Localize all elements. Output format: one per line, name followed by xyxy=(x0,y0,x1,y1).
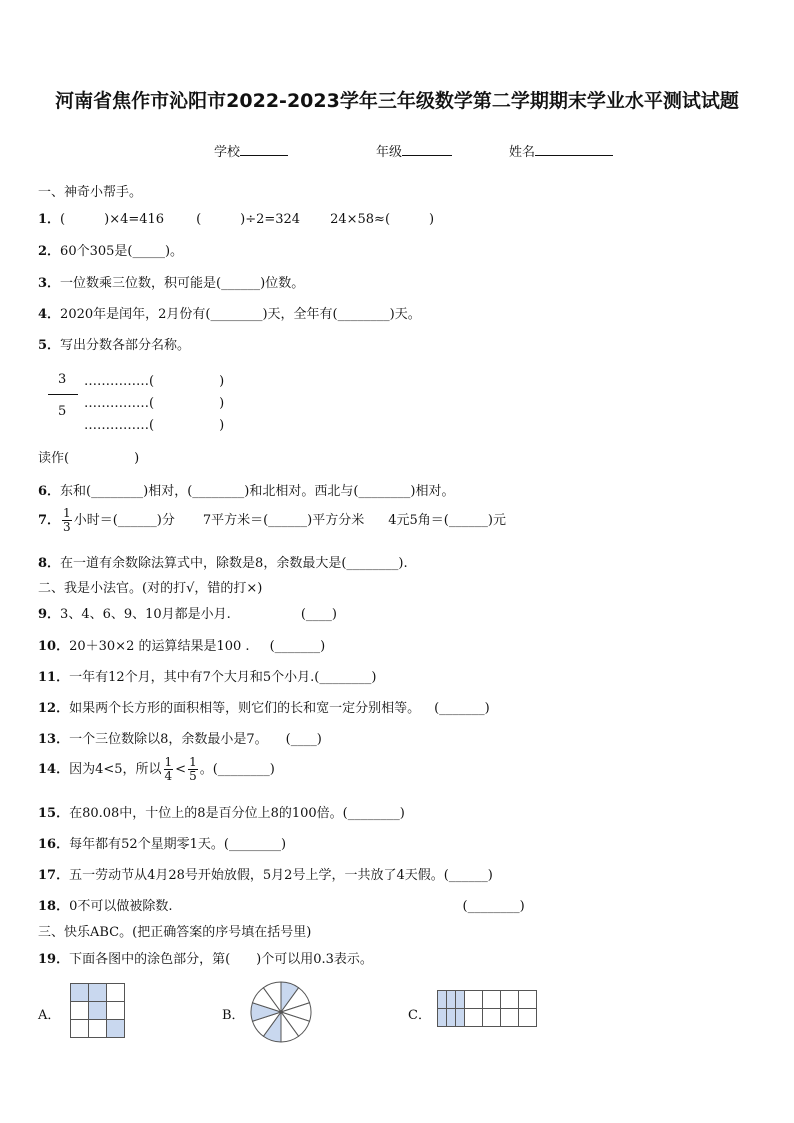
q5-blank-denominator[interactable]: ……………( ) xyxy=(84,418,225,433)
fraction-denominator: 4 xyxy=(164,769,173,783)
answer-blank[interactable]: (_______) xyxy=(434,701,490,716)
q-number: 14． xyxy=(38,762,70,777)
grid-cell xyxy=(71,1020,89,1038)
answer-blank[interactable]: (_______) xyxy=(269,639,326,654)
question-19 xyxy=(38,948,373,967)
question-9 xyxy=(38,603,337,622)
q5-read-as: 读作( ) xyxy=(38,451,140,466)
page-title: 河南省焦作市沁阳市2022-2023学年三年级数学第二学期期末学业水平测试试题 xyxy=(55,90,739,112)
grid-cell xyxy=(465,1009,483,1027)
question-text: 0不可以做被除数. xyxy=(69,899,173,914)
q-number: 13． xyxy=(38,732,70,747)
question-2 xyxy=(38,240,183,259)
question-text: 一个三位数除以8，余数最小是7。 xyxy=(69,732,268,747)
q5-blank-numerator[interactable]: ……………( ) xyxy=(84,374,225,389)
grid-cell xyxy=(89,1020,107,1038)
grid-cell xyxy=(483,991,501,1009)
question-18 xyxy=(38,895,525,914)
q-number: 11． xyxy=(38,670,70,685)
question-text: 60个305是(_____)。 xyxy=(60,244,184,259)
grade-field xyxy=(376,141,452,160)
question-5 xyxy=(38,334,190,353)
grid-cell xyxy=(501,1009,519,1027)
option-a-label[interactable]: A． xyxy=(38,1008,61,1023)
grid-cell xyxy=(107,984,125,1002)
option-a-grid-figure[interactable] xyxy=(70,983,125,1038)
name-field xyxy=(509,141,613,160)
answer-blank[interactable]: (____) xyxy=(300,607,337,622)
q-number: 1． xyxy=(38,212,61,227)
q7-part-a: 小时＝(______)分 xyxy=(73,513,175,528)
grid-cell xyxy=(519,1009,537,1027)
question-14 xyxy=(38,756,275,783)
q-number: 16． xyxy=(38,837,70,852)
q-number: 5． xyxy=(38,338,61,353)
q-number: 2． xyxy=(38,244,61,259)
grid-cell-shaded xyxy=(447,991,456,1009)
question-text: 下面各图中的涂色部分，第( )个可以用0.3表示。 xyxy=(69,952,373,967)
question-3 xyxy=(38,272,304,291)
q5-blank-bar[interactable]: ……………( ) xyxy=(84,396,225,411)
q-number: 12． xyxy=(38,701,70,716)
fraction-denominator: 3 xyxy=(63,520,71,534)
question-15 xyxy=(38,802,405,821)
question-text: 一位数乘三位数，积可能是(______)位数。 xyxy=(60,276,305,291)
grid-cell-shaded xyxy=(438,1009,447,1027)
grid-cell-shaded xyxy=(89,1002,107,1020)
grade-blank[interactable] xyxy=(402,143,452,156)
grid-cell xyxy=(501,991,519,1009)
name-blank[interactable] xyxy=(535,143,613,156)
option-b-circle-figure[interactable] xyxy=(249,980,313,1044)
q-number: 18． xyxy=(38,899,70,914)
option-c-label[interactable]: C． xyxy=(408,1008,431,1023)
question-text: 东和(________)相对，(________)和北相对。西北与(________)相对。 xyxy=(60,484,455,499)
q1-part-c: 24×58≈( ) xyxy=(330,212,435,227)
question-13 xyxy=(38,728,322,747)
q1-part-a: ( )×4=416 xyxy=(60,212,165,227)
school-blank[interactable] xyxy=(240,143,288,156)
q-number: 6． xyxy=(38,484,61,499)
question-11 xyxy=(38,666,376,685)
question-6 xyxy=(38,480,454,499)
q-number: 10． xyxy=(38,639,70,654)
grid-cell-shaded xyxy=(71,984,89,1002)
question-8 xyxy=(38,552,408,571)
grid-cell xyxy=(483,1009,501,1027)
q14-suffix: 。(________) xyxy=(199,762,275,777)
question-text: 在80.08中，十位上的8是百分位上8的100倍。(________) xyxy=(69,806,405,821)
school-label: 学校 xyxy=(214,145,241,160)
grid-cell-shaded xyxy=(107,1020,125,1038)
question-text: 2020年是闰年，2月份有(________)天，全年有(________)天。 xyxy=(60,307,421,322)
q5-numerator: 3 xyxy=(58,372,67,387)
question-text: 在一道有余数除法算式中，除数是8，余数最大是(________). xyxy=(60,556,408,571)
question-4 xyxy=(38,303,421,322)
question-17 xyxy=(38,864,493,883)
question-text: 五一劳动节从4月28号开始放假，5月2号上学，一共放了4天假。(______) xyxy=(69,868,493,883)
q-number: 3． xyxy=(38,276,61,291)
q5-fraction-bar xyxy=(48,394,78,395)
section-3-heading: 三、快乐ABC。(把正确答案的序号填在括号里) xyxy=(38,925,312,940)
q5-denominator: 5 xyxy=(58,404,67,419)
question-1 xyxy=(38,208,434,227)
option-b-label[interactable]: B． xyxy=(222,1008,245,1023)
grid-cell-shaded xyxy=(89,984,107,1002)
grade-label: 年级 xyxy=(376,145,403,160)
fraction-numerator: 1 xyxy=(63,506,71,520)
question-text: 每年都有52个星期零1天。(________) xyxy=(69,837,287,852)
q-number: 19． xyxy=(38,952,70,967)
question-text: 3、4、6、9、10月都是小月. xyxy=(60,607,231,622)
grid-cell-shaded xyxy=(456,1009,465,1027)
q7-fraction xyxy=(62,507,72,534)
fraction-numerator: 1 xyxy=(189,755,197,769)
q14-fraction-1 xyxy=(164,756,174,783)
fraction-denominator: 5 xyxy=(189,769,197,783)
q1-part-b: ( )÷2=324 xyxy=(196,212,301,227)
answer-blank[interactable]: (________) xyxy=(462,899,525,914)
section-2-heading: 二、我是小法官。(对的打√，错的打×) xyxy=(38,581,263,596)
q-number: 8． xyxy=(38,556,61,571)
q-number: 7． xyxy=(38,513,61,528)
question-text: 一年有12个月，其中有7个大月和5个小月.(________) xyxy=(69,670,377,685)
grid-cell-shaded xyxy=(438,991,447,1009)
q-number: 4． xyxy=(38,307,61,322)
q14-fraction-2 xyxy=(188,756,198,783)
question-text: 20＋30×2 的运算结果是100 . xyxy=(69,639,250,654)
section-1-heading: 一、神奇小帮手。 xyxy=(38,185,143,200)
q14-prefix: 因为4<5，所以 xyxy=(69,762,162,777)
school-field xyxy=(214,141,288,160)
grid-cell xyxy=(107,1002,125,1020)
question-10 xyxy=(38,635,325,654)
question-7 xyxy=(38,507,506,534)
question-16 xyxy=(38,833,286,852)
q-number: 17． xyxy=(38,868,70,883)
grid-cell-shaded xyxy=(456,991,465,1009)
name-label: 姓名 xyxy=(509,145,536,160)
question-text: 如果两个长方形的面积相等，则它们的长和宽一定分别相等。 xyxy=(69,701,421,716)
answer-blank[interactable]: (____) xyxy=(285,732,322,747)
grid-cell xyxy=(71,1002,89,1020)
q7-part-b: 7平方米＝(______)平方分米 xyxy=(202,513,365,528)
q7-part-c: 4元5角＝(______)元 xyxy=(388,513,506,528)
grid-cell-shaded xyxy=(447,1009,456,1027)
grid-cell xyxy=(519,991,537,1009)
fraction-numerator: 1 xyxy=(164,755,173,769)
question-12 xyxy=(38,697,490,716)
q-number: 9． xyxy=(38,607,61,622)
question-text: 写出分数各部分名称。 xyxy=(60,338,191,353)
q-number: 15． xyxy=(38,806,70,821)
grid-cell xyxy=(465,991,483,1009)
option-c-grid-figure[interactable] xyxy=(437,990,537,1027)
less-than-sign: < xyxy=(175,762,187,777)
